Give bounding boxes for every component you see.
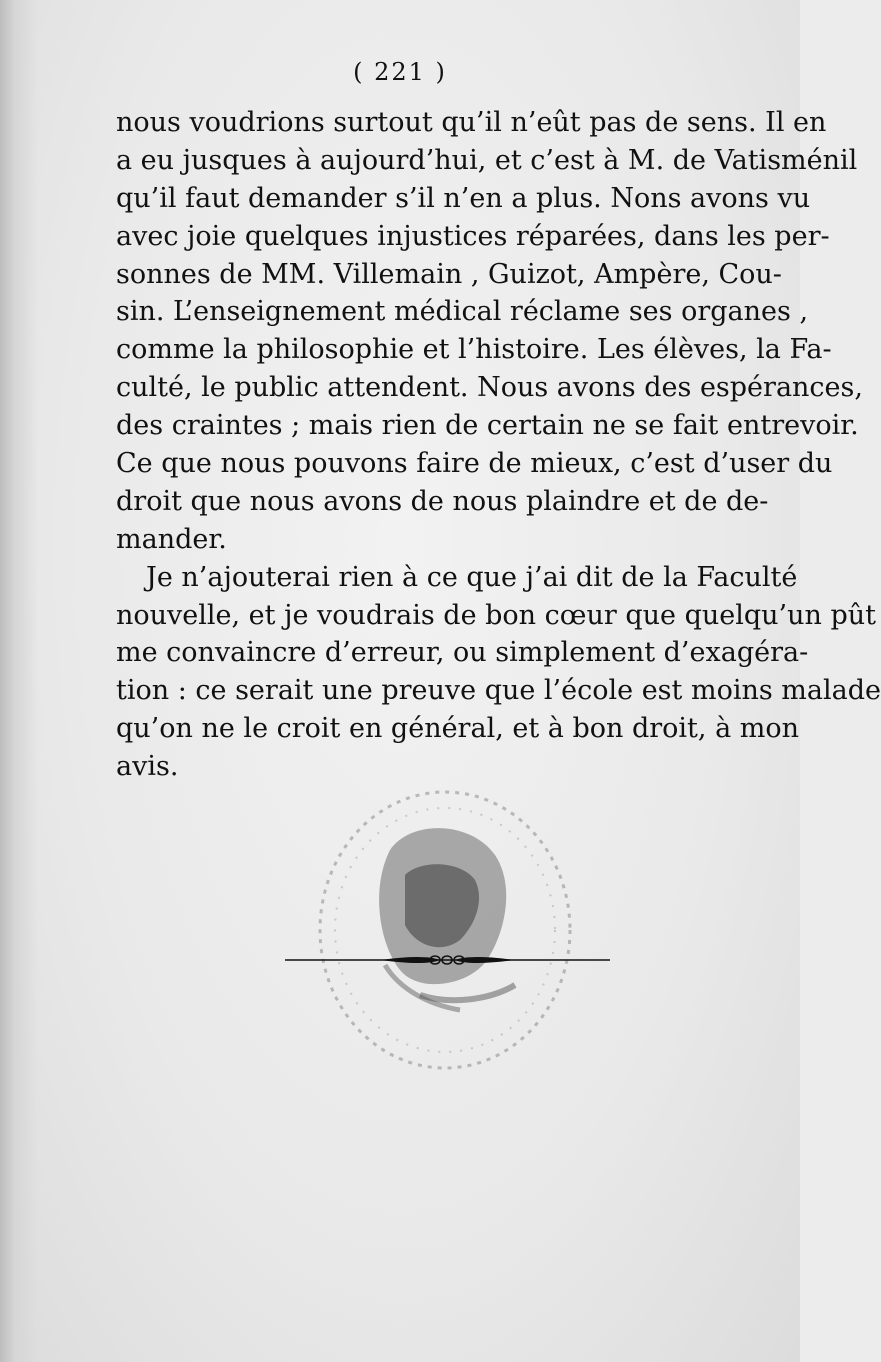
text-line: nouvelle, et je voudrais de bon cœur que quelqu’un pût — [116, 599, 876, 631]
text-line: avis. — [116, 751, 179, 783]
text-line: me convaincre d’erreur, ou simplement d’exagéra- — [116, 637, 809, 669]
text-line: droit que nous avons de nous plaindre et de de- — [116, 485, 769, 517]
page-number: ( 221 ) — [353, 58, 447, 86]
text-line: sonnes de MM. Villemain , Guizot, Ampère, Cou- — [116, 258, 782, 290]
text-line: avec joie quelques injustices réparées, dans les per- — [116, 220, 830, 252]
text-line: culté, le public attendent. Nous avons des espérances, — [116, 372, 863, 404]
text-line: a eu jusques à aujourd’hui, et c’est à M. de Vatisménil — [116, 144, 858, 176]
text-line: tion : ce serait une preuve que l’école est moins malade — [116, 675, 881, 707]
text-line: qu’il faut demander s’il n’en a plus. Nons avons vu — [116, 182, 811, 214]
paragraph-2 — [116, 559, 881, 786]
text-line: nous voudrions surtout qu’il n’eût pas de sens. Il en — [116, 107, 827, 138]
body-text — [116, 104, 881, 786]
library-stamp — [300, 780, 590, 1080]
text-line: des craintes ; mais rien de certain ne se fait entrevoir. — [116, 410, 859, 442]
text-line: qu’on ne le croit en général, et à bon droit, à mon — [116, 713, 799, 745]
section-divider-ornament — [285, 940, 610, 980]
text-line: Ce que nous pouvons faire de mieux, c’est d’user du — [116, 448, 833, 480]
text-line: comme la philosophie et l’histoire. Les élèves, la Fa- — [116, 334, 832, 366]
text-line: Je n’ajouterai rien à ce que j’ai dit de la Faculté — [146, 561, 798, 593]
text-line: sin. L’enseignement médical réclame ses organes , — [116, 296, 809, 328]
paragraph-1 — [116, 104, 863, 559]
page-gutter-shadow — [0, 0, 38, 1362]
text-line: mander. — [116, 523, 227, 555]
